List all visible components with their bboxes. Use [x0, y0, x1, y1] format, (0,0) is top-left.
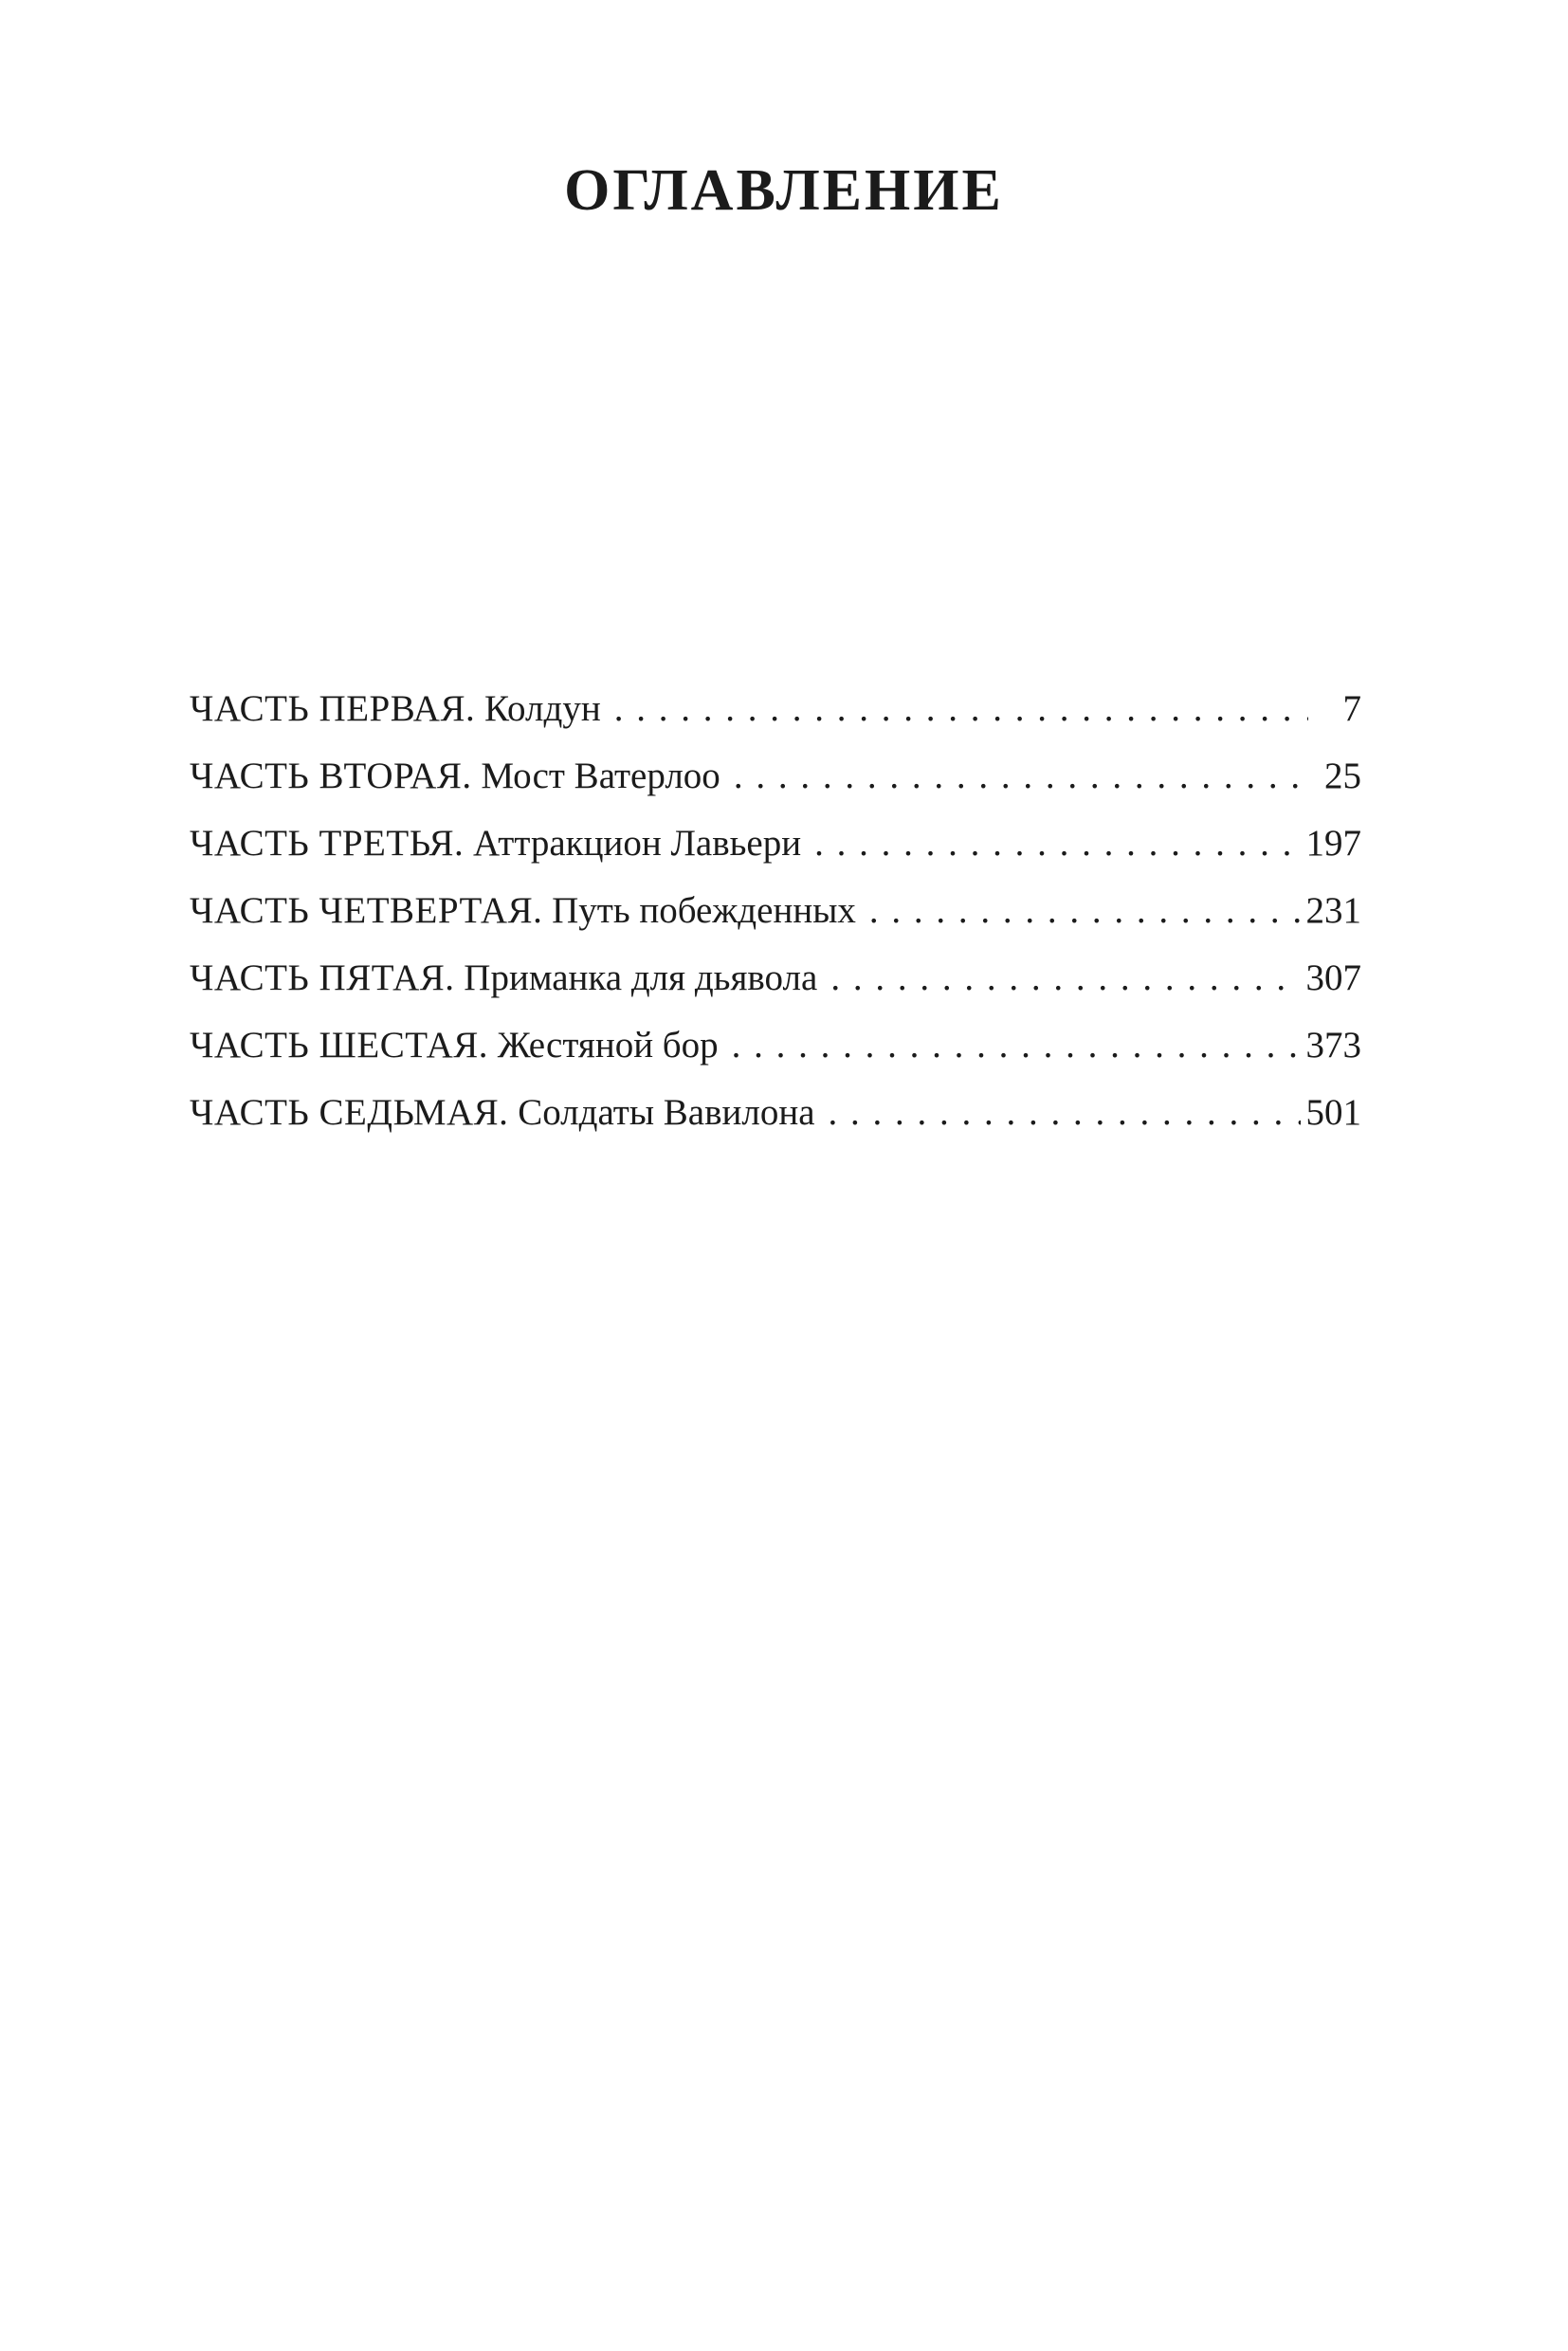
toc-entry-page: 307 [1305, 957, 1361, 998]
toc-entry-name: Путь побежденных [552, 890, 856, 931]
toc-entry-title [190, 877, 856, 944]
toc-entry-part: ЧАСТЬ СЕДЬМАЯ. [190, 1092, 509, 1133]
toc-entry [190, 877, 1361, 944]
toc-entry-part: ЧАСТЬ ШЕСТАЯ. [190, 1025, 489, 1066]
toc-entry-part: ЧАСТЬ ПЯТАЯ. [190, 957, 455, 998]
dot-leader [829, 1079, 1301, 1146]
dot-leader [732, 1011, 1301, 1079]
dot-leader [830, 944, 1300, 1011]
toc-entry [190, 675, 1361, 742]
toc-entry-part: ЧАСТЬ ЧЕТВЕРТАЯ. [190, 890, 543, 931]
dot-leader [814, 810, 1300, 877]
toc-entry-page: 231 [1305, 890, 1361, 931]
toc-entry-page: 373 [1305, 1025, 1361, 1066]
dot-leader [734, 742, 1308, 810]
toc-entry-page: 25 [1324, 756, 1361, 796]
page-title: ОГЛАВЛЕНИЕ [564, 157, 1004, 223]
toc-entry-title [190, 1079, 815, 1146]
toc-entry-page: 197 [1305, 823, 1361, 864]
toc-entry-title [190, 810, 801, 877]
toc-entry-title [190, 944, 817, 1011]
toc-entry-part: ЧАСТЬ ПЕРВАЯ. [190, 688, 476, 729]
toc-entry-title [190, 1011, 719, 1079]
toc-entry [190, 1079, 1361, 1146]
table-of-contents [190, 675, 1361, 1146]
toc-entry-title [190, 742, 720, 810]
toc-entry [190, 742, 1361, 810]
dot-leader [869, 877, 1301, 944]
toc-entry-page: 7 [1342, 688, 1361, 729]
toc-entry [190, 1011, 1361, 1079]
toc-entry-part: ЧАСТЬ ТРЕТЬЯ. [190, 823, 465, 864]
toc-entry-name: Аттракцион Лавьери [473, 823, 802, 864]
toc-entry-name: Колдун [483, 688, 601, 729]
toc-entry-page: 501 [1305, 1092, 1361, 1133]
toc-entry-title [190, 675, 601, 742]
toc-entry-name: Жестяной бор [497, 1025, 719, 1066]
toc-entry [190, 944, 1361, 1011]
toc-entry [190, 810, 1361, 877]
toc-entry-name: Приманка для дьявола [464, 957, 818, 998]
toc-entry-name: Солдаты Вавилона [518, 1092, 815, 1133]
toc-entry-name: Мост Ватерлоо [481, 756, 720, 796]
dot-leader [614, 675, 1308, 742]
toc-entry-part: ЧАСТЬ ВТОРАЯ. [190, 756, 472, 796]
